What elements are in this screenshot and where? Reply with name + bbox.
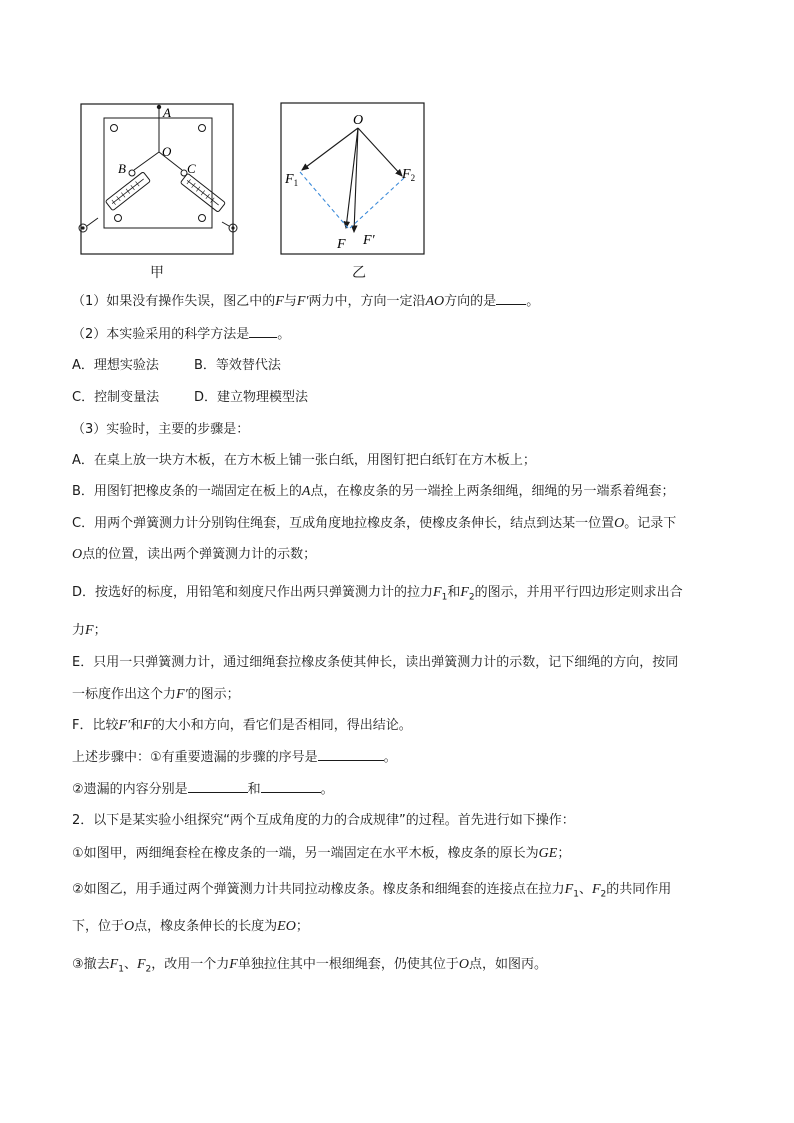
- step-e-line2: 一标度作出这个力F′的图示；: [72, 687, 240, 702]
- label-O: O: [162, 144, 172, 159]
- answer-blank[interactable]: [188, 780, 248, 793]
- label-C: C: [187, 161, 196, 176]
- figure-yi-drawing: [280, 102, 428, 256]
- figure-jia: [76, 100, 246, 264]
- figure-jia-drawing: [76, 100, 246, 260]
- question-1: （1）如果没有操作失误，图乙中的F与F′两力中，方向一定沿AO方向的是 。: [72, 294, 540, 309]
- step-b: B．用图钉把橡皮条的一端固定在板上的A点，在橡皮条的另一端拴上两条细绳，细绳的另一端系着绳套；: [72, 484, 675, 499]
- label-F: F: [337, 237, 346, 252]
- option-c[interactable]: C．控制变量法: [72, 390, 160, 405]
- operation-3: ③撤去$F_1$、$F_2$，改用一个力F单独拉住其中一根细绳套，仍使其位于O点，如图丙。: [72, 957, 547, 975]
- options-row-2: [72, 389, 732, 407]
- answer-blank[interactable]: [318, 748, 384, 761]
- option-b[interactable]: B．等效替代法: [194, 358, 281, 373]
- label-F1: $F_1$: [285, 172, 299, 188]
- step-e-line1: E．只用一只弹簧测力计，通过细绳套拉橡皮条使其伸长，读出弹簧测力计的示数，记下细绳的方向，按同: [72, 655, 679, 670]
- answer-blank[interactable]: [249, 325, 277, 338]
- label-F-prime: F′: [363, 233, 375, 248]
- label-O-yi: O: [353, 113, 364, 128]
- answer-blank[interactable]: [261, 780, 321, 793]
- figure-yi: [280, 102, 428, 260]
- caption-jia: 甲: [150, 265, 164, 281]
- question-3: （3）实验时，主要的步骤是：: [72, 422, 250, 437]
- label-A: A: [163, 105, 171, 120]
- step-d-line2: 力F；: [72, 623, 107, 638]
- option-d[interactable]: D．建立物理模型法: [194, 390, 309, 405]
- sub-question-2: ②遗漏的内容分别是 和 。: [72, 782, 334, 797]
- options-row-1: [72, 357, 732, 375]
- label-B: B: [118, 161, 126, 176]
- step-d-line1: D．按选好的标度，用铅笔和刻度尺作出两只弹簧测力计的拉力$F_1$和$F_2$的图示，并用平行四边形定则求出合: [72, 585, 683, 603]
- option-a[interactable]: A．理想实验法: [72, 358, 159, 373]
- step-a: A．在桌上放一块方木板，在方木板上铺一张白纸，用图钉把白纸钉在方木板上；: [72, 453, 536, 468]
- caption-yi: 乙: [352, 265, 366, 281]
- sub-question-1: 上述步骤中：①有重要遗漏的步骤的序号是 。: [72, 750, 397, 765]
- question-2: （2）本实验采用的科学方法是 。: [72, 327, 291, 342]
- step-c-line1: C．用两个弹簧测力计分别钩住绳套，互成角度地拉橡皮条，使橡皮条伸长，结点到达某一位置O。记录下: [72, 516, 677, 531]
- step-f: F．比较F′和F的大小和方向，看它们是否相同，得出结论。: [72, 718, 412, 733]
- operation-2-line2: 下，位于O点，橡皮条伸长的长度为EO；: [72, 919, 309, 934]
- problem-2-intro: 2．以下是某实验小组探究“两个互成角度的力的合成规律”的过程。首先进行如下操作：: [72, 813, 575, 828]
- label-F2: $F_2$: [402, 167, 416, 183]
- operation-1: ①如图甲，两细绳套栓在橡皮条的一端，另一端固定在水平木板，橡皮条的原长为GE；: [72, 846, 571, 861]
- step-c-line2: O点的位置，读出两个弹簧测力计的示数；: [72, 547, 317, 562]
- answer-blank[interactable]: [496, 292, 526, 305]
- operation-2-line1: ②如图乙，用手通过两个弹簧测力计共同拉动橡皮条。橡皮条和细绳套的连接点在拉力$F_1$、$F_2$的共同作用: [72, 882, 672, 900]
